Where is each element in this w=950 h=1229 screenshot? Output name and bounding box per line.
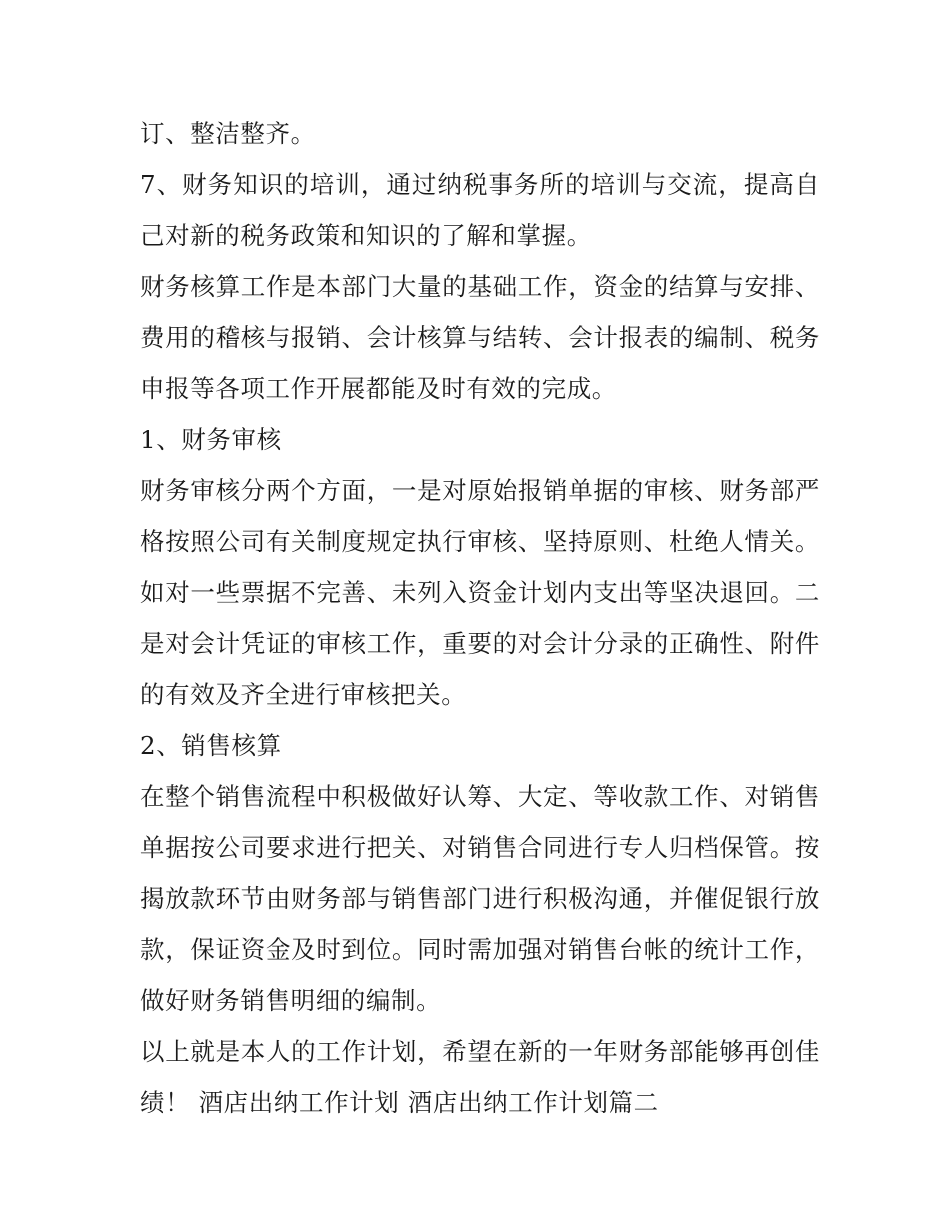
paragraph-financial-audit: 财务审核分两个方面，一是对原始报销单据的审核、财务部严格按照公司有关制度规定执行审核、坚持原则、杜绝人情关。如对一些票据不完善、未列入资金计划内支出等坚决退回。二是对会计凭证的审核工作，重要的对会计分录的正确性、附件的有效及齐全进行审核把关。 (140, 476, 820, 709)
paragraph-closing: 以上就是本人的工作计划，希望在新的一年财务部能够再创佳绩！ 酒店出纳工作计划 酒店出纳工作计划篇二 (140, 1037, 820, 1117)
paragraph-accounting-overview: 财务核算工作是本部门大量的基础工作，资金的结算与安排、费用的稽核与报销、会计核算与结转、会计报表的编制、税务申报等各项工作开展都能及时有效的完成。 (140, 272, 820, 403)
heading-sales-accounting: 2、销售核算 (140, 731, 282, 760)
paragraph-continuation: 订、整洁整齐。 (140, 119, 316, 148)
paragraph-sales-accounting: 在整个销售流程中积极做好认筹、大定、等收款工作、对销售单据按公司要求进行把关、对销售合同进行专人归档保管。按揭放款环节由财务部与销售部门进行积极沟通，并催促银行放款，保证资金及时到位。同时需加强对销售台帐的统计工作，做好财务销售明细的编制。 (140, 782, 820, 1015)
paragraph-item-7-training: 7、财务知识的培训，通过纳税事务所的培训与交流，提高自己对新的税务政策和知识的了解和掌握。 (140, 170, 820, 250)
heading-financial-audit: 1、财务审核 (140, 425, 282, 454)
document-body (140, 108, 820, 1128)
